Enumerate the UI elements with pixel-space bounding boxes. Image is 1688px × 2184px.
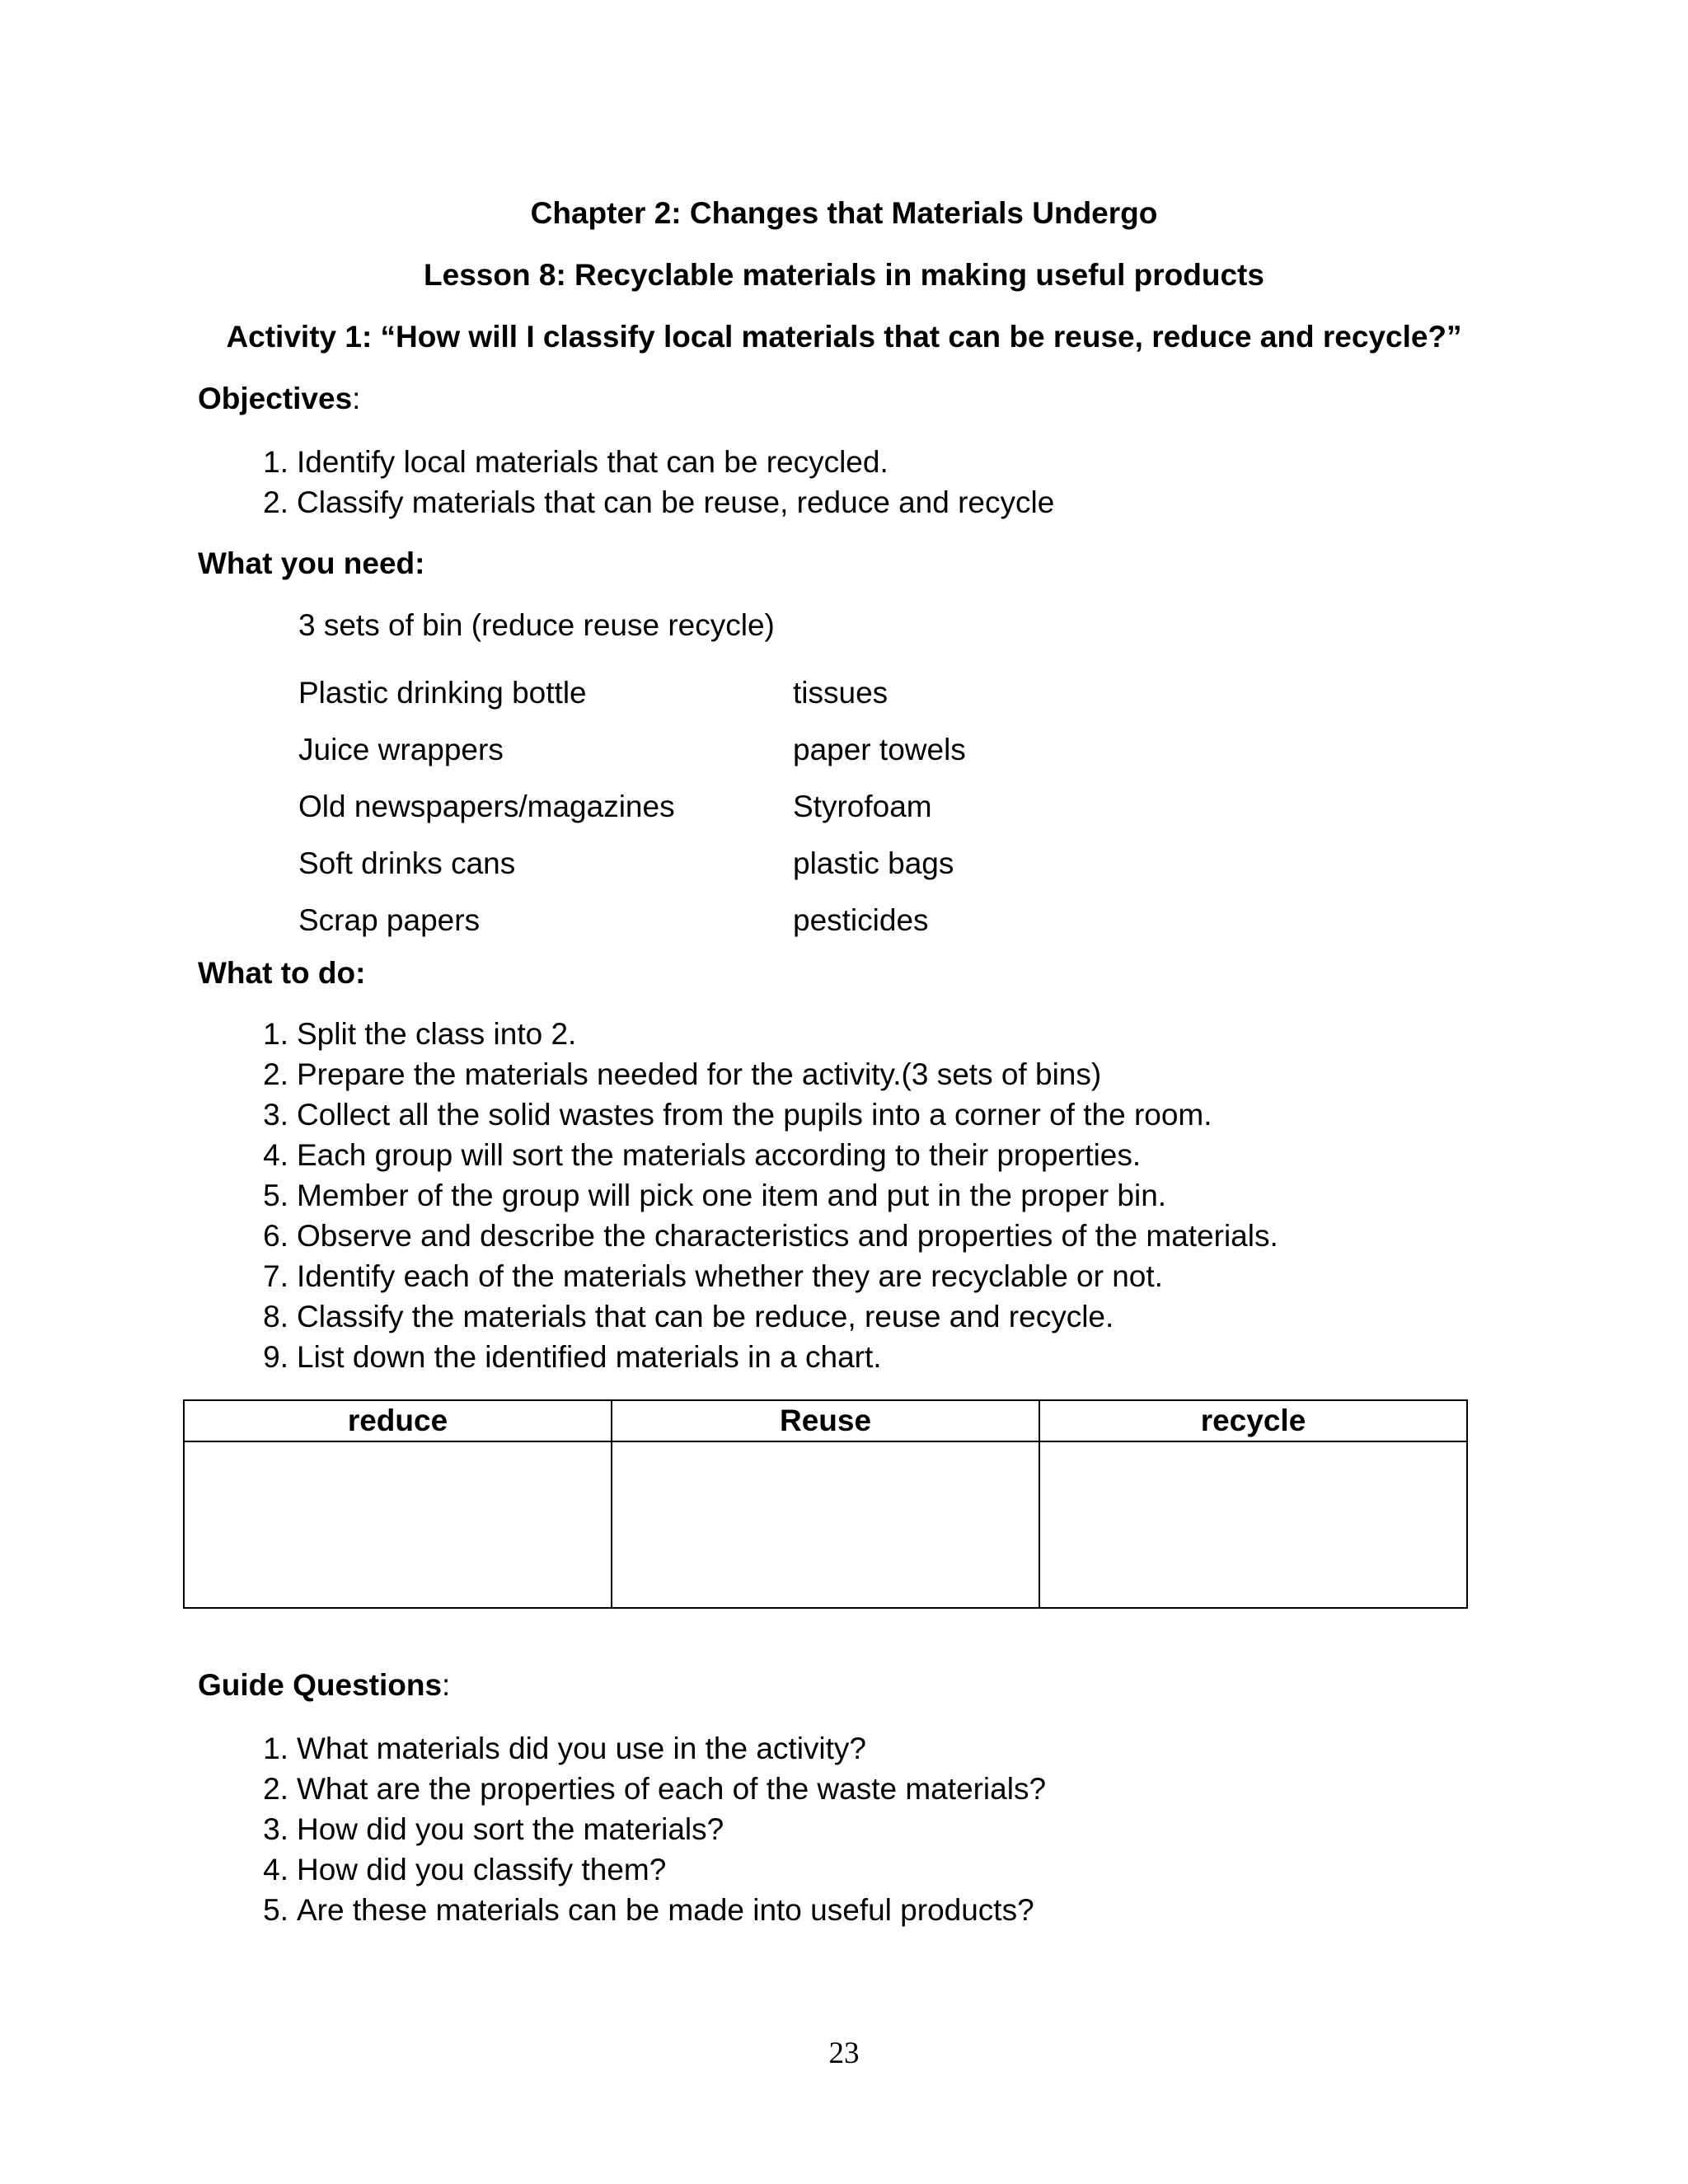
material-left: Soft drinks cans bbox=[298, 846, 516, 880]
list-item-number: 2. bbox=[263, 1057, 288, 1091]
material-right: pesticides bbox=[793, 903, 929, 937]
list-item-text: Member of the group will pick one item and put in the proper bin. bbox=[297, 1179, 1167, 1212]
list-item-text: Each group will sort the materials according to their properties. bbox=[297, 1138, 1142, 1172]
table-header-row bbox=[184, 1400, 1467, 1441]
column-header-reuse: Reuse bbox=[612, 1400, 1039, 1441]
material-left: Juice wrappers bbox=[298, 733, 504, 766]
material-right: Styrofoam bbox=[793, 790, 932, 823]
guide-questions-label-colon: : bbox=[442, 1668, 451, 1702]
list-item bbox=[247, 1809, 1046, 1849]
list-item bbox=[247, 1175, 1278, 1216]
list-item-number: 3. bbox=[263, 1098, 288, 1132]
list-item bbox=[247, 1890, 1046, 1930]
list-item-text: Prepare the materials needed for the activity.(3 sets of bins) bbox=[297, 1057, 1102, 1091]
list-item bbox=[247, 442, 1054, 482]
what-you-need-label: What you need: bbox=[198, 546, 425, 580]
table-row bbox=[184, 1441, 1467, 1608]
list-item bbox=[298, 721, 1040, 778]
column-header-recycle: recycle bbox=[1039, 1400, 1467, 1441]
list-item-text: Identify each of the materials whether they are recyclable or not. bbox=[297, 1259, 1163, 1293]
list-item bbox=[298, 664, 1040, 721]
list-item-number: 2. bbox=[263, 1772, 288, 1806]
reduce-cell[interactable] bbox=[184, 1441, 612, 1608]
recycle-cell[interactable] bbox=[1039, 1441, 1467, 1608]
reuse-cell[interactable] bbox=[612, 1441, 1039, 1608]
list-item bbox=[247, 1769, 1046, 1809]
list-item-number: 8. bbox=[263, 1300, 288, 1333]
list-item-number: 9. bbox=[263, 1340, 288, 1374]
list-item-text: Identify local materials that can be recycled. bbox=[297, 445, 889, 479]
list-item bbox=[298, 892, 1040, 949]
classification-table bbox=[183, 1399, 1468, 1609]
list-item-number: 4. bbox=[263, 1853, 288, 1886]
list-item-text: How did you sort the materials? bbox=[297, 1812, 724, 1846]
list-item-number: 1. bbox=[263, 1732, 288, 1765]
list-item bbox=[247, 482, 1054, 523]
list-item bbox=[247, 1849, 1046, 1890]
list-item bbox=[298, 778, 1040, 835]
activity-title: Activity 1: “How will I classify local materials that can be reuse, reduce and recycle?” bbox=[226, 320, 1462, 354]
objectives-label-text: Objectives bbox=[198, 382, 353, 415]
list-item bbox=[247, 1135, 1278, 1175]
guide-questions-label-text: Guide Questions bbox=[198, 1668, 443, 1702]
list-item-text: What materials did you use in the activity? bbox=[297, 1732, 866, 1765]
list-item-text: Observe and describe the characteristics and properties of the materials. bbox=[297, 1219, 1278, 1253]
list-item bbox=[247, 1256, 1278, 1296]
column-header-reduce: reduce bbox=[184, 1400, 612, 1441]
material-right: plastic bags bbox=[793, 846, 954, 880]
objectives-list bbox=[247, 442, 1054, 523]
list-item-number: 1. bbox=[263, 1017, 288, 1051]
list-item bbox=[247, 1094, 1278, 1135]
list-item bbox=[247, 1054, 1278, 1094]
chapter-title: Chapter 2: Changes that Materials Undergo bbox=[530, 196, 1158, 230]
material-left: Old newspapers/magazines bbox=[298, 790, 675, 823]
list-item-number: 4. bbox=[263, 1138, 288, 1172]
materials-list bbox=[298, 664, 1040, 949]
list-item-text: Collect all the solid wastes from the pupils into a corner of the room. bbox=[297, 1098, 1212, 1132]
list-item bbox=[247, 1728, 1046, 1769]
list-item bbox=[247, 1014, 1278, 1054]
list-item-text: List down the identified materials in a chart. bbox=[297, 1340, 882, 1374]
list-item bbox=[298, 835, 1040, 892]
list-item-number: 3. bbox=[263, 1812, 288, 1846]
list-item-number: 1. bbox=[263, 445, 288, 479]
list-item-number: 6. bbox=[263, 1219, 288, 1253]
list-item-text: Classify the materials that can be reduce, reuse and recycle. bbox=[297, 1300, 1114, 1333]
material-left: Plastic drinking bottle bbox=[298, 676, 587, 710]
list-item-text: How did you classify them? bbox=[297, 1853, 667, 1886]
material-left: Scrap papers bbox=[298, 903, 481, 937]
lesson-title: Lesson 8: Recyclable materials in making useful products bbox=[424, 258, 1264, 292]
material-right: paper towels bbox=[793, 733, 966, 766]
bins-text: 3 sets of bin (reduce reuse recycle) bbox=[298, 608, 775, 642]
list-item-text: What are the properties of each of the waste materials? bbox=[297, 1772, 1047, 1806]
list-item-number: 7. bbox=[263, 1259, 288, 1293]
list-item-text: Are these materials can be made into useful products? bbox=[297, 1893, 1034, 1927]
guide-questions-label bbox=[198, 1668, 450, 1703]
steps-list bbox=[247, 1014, 1278, 1377]
list-item-text: Split the class into 2. bbox=[297, 1017, 577, 1051]
list-item-number: 2. bbox=[263, 485, 288, 519]
list-item bbox=[247, 1216, 1278, 1256]
what-to-do-label: What to do: bbox=[198, 956, 366, 990]
material-right: tissues bbox=[793, 676, 889, 710]
list-item-number: 5. bbox=[263, 1179, 288, 1212]
list-item-number: 5. bbox=[263, 1893, 288, 1927]
list-item-text: Classify materials that can be reuse, reduce and recycle bbox=[297, 485, 1055, 519]
page-number: 23 bbox=[828, 2036, 860, 2070]
list-item bbox=[247, 1337, 1278, 1377]
objectives-label bbox=[198, 382, 360, 416]
list-item bbox=[247, 1296, 1278, 1337]
guide-questions-list bbox=[247, 1728, 1046, 1930]
objectives-label-colon: : bbox=[352, 382, 361, 415]
